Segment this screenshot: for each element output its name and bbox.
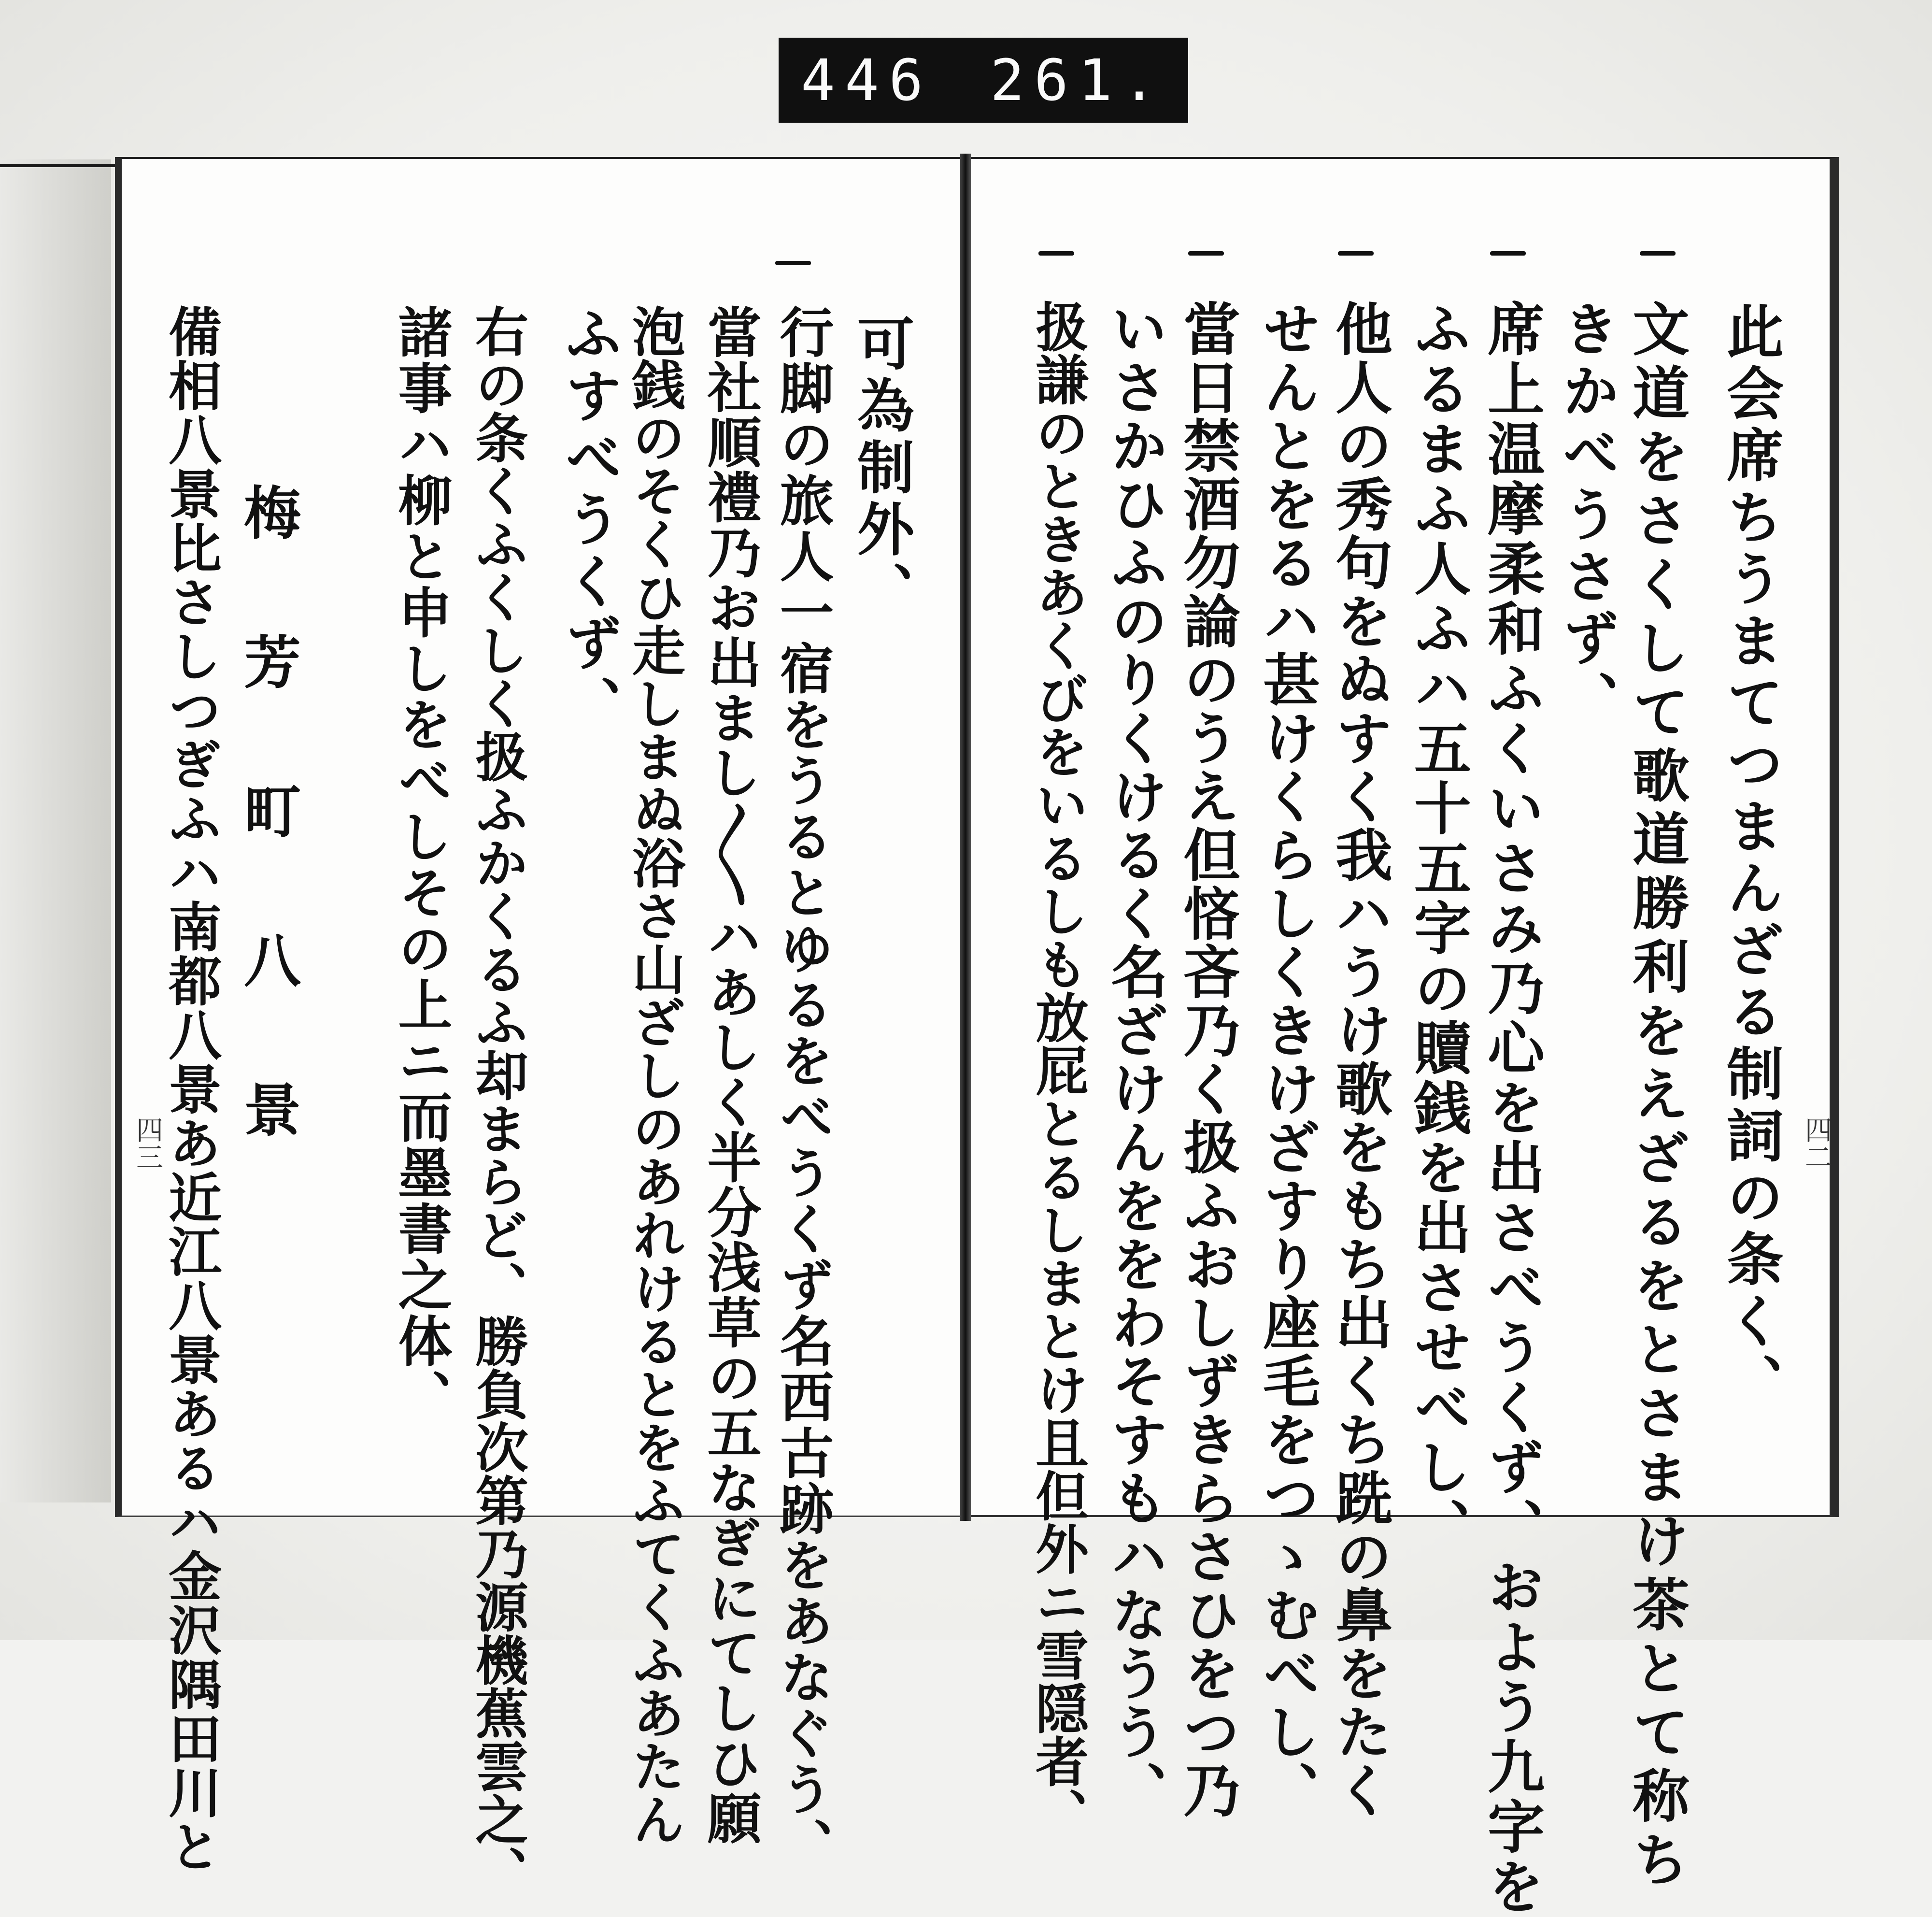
- binding-edge: [0, 159, 111, 1502]
- text-column: 扱謙のときあくびをいるしも放屁とるしまとけ且但外ニ雪隠者、: [1027, 300, 1089, 1841]
- text-column: 右の条くふくしく扱ふかくるふ却まらど、勝負次第乃源機蕉雲之、: [467, 304, 529, 1899]
- text-column: 諸事ハ柳と申しをべしその上ニ而墨書之体、: [389, 304, 453, 1425]
- text-column: 席上温摩柔和ふくいさみ乃心を出さべうくず、およう九字を: [1478, 300, 1545, 1917]
- text-column: 備相八景比さしつぎふハ南都八景あ近江八景あるハ金沢隅田川と: [160, 304, 222, 1874]
- item-bullet: [775, 261, 811, 265]
- text-column: いさかひふのりくけるく名ざけんををわそすもハなうう、: [1101, 300, 1168, 1819]
- item-bullet: [1490, 251, 1526, 256]
- item-bullet: [1188, 251, 1224, 256]
- text-column: ふすべうくず、: [555, 304, 623, 737]
- binding-edge-line: [0, 164, 118, 167]
- text-column: せんとをるハ甚けくらしくきけざすり座毛をつゝむべし、: [1253, 300, 1321, 1819]
- text-column: 當社順禮乃お出まし〳〵ハあしく半分浅草の五なぎにてしひ願: [698, 304, 762, 1845]
- book-gutter: [960, 154, 971, 1521]
- catalog-label: [779, 38, 1188, 123]
- section-title: 梅 芳 町 八 景: [234, 483, 301, 1150]
- text-column: 此会席ちうまてつまんざる制詞の条く、: [1717, 302, 1784, 1415]
- text-column: 行脚の旅人一宿をうるとゆるをべうくず名西古跡をあなぐう、: [771, 304, 834, 1874]
- page-number-left: 四三: [132, 1116, 163, 1170]
- catalog-number-left: 446: [801, 47, 933, 114]
- text-column: 他人の秀句をぬすく我ハうけ歌をもち出くち跣の鼻をたく: [1326, 300, 1393, 1819]
- catalog-number-right: 261.: [990, 47, 1166, 114]
- page-number-right: 四二: [1801, 1116, 1832, 1170]
- item-bullet: [1338, 251, 1374, 256]
- text-column: ふるまふ人ふハ五十五字の贖銭を出させべし、: [1405, 300, 1472, 1558]
- text-column: 泡銭のそくひ走しまぬ浴さ山ざしのあれけるとをふてくふあたん: [624, 304, 686, 1845]
- item-bullet: [1038, 251, 1074, 256]
- item-bullet: [1640, 251, 1676, 256]
- text-column: 可為制外、: [848, 314, 915, 623]
- text-column: 文道をさくして歌道勝利をえざるをとさまけ茶とて称ち: [1623, 300, 1690, 1894]
- text-column: きかべうさず、: [1553, 300, 1620, 732]
- text-column: 當日禁酒勿論のうえ但悋吝乃く扱ふおしずきらさひをつ乃: [1174, 300, 1241, 1819]
